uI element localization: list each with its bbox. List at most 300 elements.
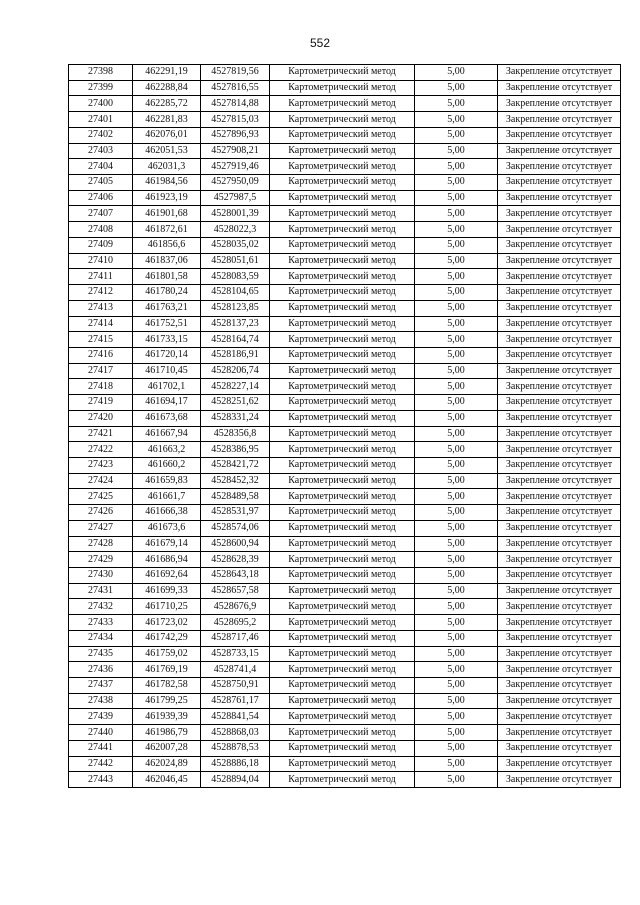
y-coordinate-cell: 4528356,8 [201, 426, 270, 442]
x-coordinate-cell: 461710,25 [133, 599, 201, 615]
method-cell: Картометрический метод [270, 379, 415, 395]
method-cell: Картометрический метод [270, 505, 415, 521]
x-coordinate-cell: 462007,28 [133, 740, 201, 756]
table-row [69, 630, 621, 646]
method-cell: Картометрический метод [270, 112, 415, 128]
x-coordinate-cell: 461799,25 [133, 693, 201, 709]
fixing-description-cell: Закрепление отсутствует [498, 772, 621, 788]
method-cell: Картометрический метод [270, 190, 415, 206]
y-coordinate-cell: 4528761,17 [201, 693, 270, 709]
y-coordinate-cell: 4528386,95 [201, 442, 270, 458]
x-coordinate-cell: 461699,33 [133, 583, 201, 599]
fixing-description-cell: Закрепление отсутствует [498, 363, 621, 379]
point-number-cell: 27439 [69, 709, 133, 725]
x-coordinate-cell: 461763,21 [133, 300, 201, 316]
accuracy-cell: 5,00 [415, 552, 498, 568]
y-coordinate-cell: 4528717,46 [201, 630, 270, 646]
fixing-description-cell: Закрепление отсутствует [498, 693, 621, 709]
y-coordinate-cell: 4528104,65 [201, 285, 270, 301]
y-coordinate-cell: 4528206,74 [201, 363, 270, 379]
y-coordinate-cell: 4528894,04 [201, 772, 270, 788]
accuracy-cell: 5,00 [415, 363, 498, 379]
method-cell: Картометрический метод [270, 316, 415, 332]
fixing-description-cell: Закрепление отсутствует [498, 269, 621, 285]
accuracy-cell: 5,00 [415, 190, 498, 206]
point-number-cell: 27421 [69, 426, 133, 442]
page-number: 552 [309, 36, 331, 50]
y-coordinate-cell: 4527950,09 [201, 175, 270, 191]
x-coordinate-cell: 461692,64 [133, 568, 201, 584]
table-row [69, 662, 621, 678]
accuracy-cell: 5,00 [415, 505, 498, 521]
accuracy-cell: 5,00 [415, 740, 498, 756]
accuracy-cell: 5,00 [415, 112, 498, 128]
point-number-cell: 27411 [69, 269, 133, 285]
table-row [69, 615, 621, 631]
fixing-description-cell: Закрепление отсутствует [498, 222, 621, 238]
y-coordinate-cell: 4528695,2 [201, 615, 270, 631]
y-coordinate-cell: 4528251,62 [201, 395, 270, 411]
x-coordinate-cell: 461872,61 [133, 222, 201, 238]
method-cell: Картометрический метод [270, 175, 415, 191]
point-number-cell: 27402 [69, 127, 133, 143]
accuracy-cell: 5,00 [415, 300, 498, 316]
fixing-description-cell: Закрепление отсутствует [498, 206, 621, 222]
method-cell: Картометрический метод [270, 206, 415, 222]
y-coordinate-cell: 4528489,58 [201, 489, 270, 505]
accuracy-cell: 5,00 [415, 127, 498, 143]
point-number-cell: 27414 [69, 316, 133, 332]
x-coordinate-cell: 461660,2 [133, 457, 201, 473]
x-coordinate-cell: 461984,56 [133, 175, 201, 191]
point-number-cell: 27433 [69, 615, 133, 631]
point-number-cell: 27442 [69, 756, 133, 772]
point-number-cell: 27408 [69, 222, 133, 238]
method-cell: Картометрический метод [270, 253, 415, 269]
y-coordinate-cell: 4527908,21 [201, 143, 270, 159]
fixing-description-cell: Закрепление отсутствует [498, 583, 621, 599]
y-coordinate-cell: 4528452,32 [201, 473, 270, 489]
y-coordinate-cell: 4528733,15 [201, 646, 270, 662]
table-row [69, 65, 621, 81]
y-coordinate-cell: 4528022,3 [201, 222, 270, 238]
x-coordinate-cell: 461923,19 [133, 190, 201, 206]
table-row [69, 442, 621, 458]
accuracy-cell: 5,00 [415, 489, 498, 505]
table-row [69, 772, 621, 788]
point-number-cell: 27413 [69, 300, 133, 316]
point-number-cell: 27423 [69, 457, 133, 473]
accuracy-cell: 5,00 [415, 568, 498, 584]
accuracy-cell: 5,00 [415, 222, 498, 238]
x-coordinate-cell: 462051,53 [133, 143, 201, 159]
table-row [69, 332, 621, 348]
table-row [69, 489, 621, 505]
method-cell: Картометрический метод [270, 630, 415, 646]
accuracy-cell: 5,00 [415, 442, 498, 458]
fixing-description-cell: Закрепление отсутствует [498, 568, 621, 584]
y-coordinate-cell: 4528186,91 [201, 347, 270, 363]
accuracy-cell: 5,00 [415, 253, 498, 269]
method-cell: Картометрический метод [270, 473, 415, 489]
method-cell: Картометрический метод [270, 96, 415, 112]
table-row [69, 127, 621, 143]
table-row [69, 253, 621, 269]
accuracy-cell: 5,00 [415, 159, 498, 175]
fixing-description-cell: Закрепление отсутствует [498, 175, 621, 191]
fixing-description-cell: Закрепление отсутствует [498, 520, 621, 536]
y-coordinate-cell: 4528331,24 [201, 410, 270, 426]
table-row [69, 80, 621, 96]
x-coordinate-cell: 461661,7 [133, 489, 201, 505]
table-row [69, 520, 621, 536]
fixing-description-cell: Закрепление отсутствует [498, 379, 621, 395]
fixing-description-cell: Закрепление отсутствует [498, 80, 621, 96]
point-number-cell: 27401 [69, 112, 133, 128]
table-row [69, 709, 621, 725]
y-coordinate-cell: 4528628,39 [201, 552, 270, 568]
method-cell: Картометрический метод [270, 740, 415, 756]
x-coordinate-cell: 461686,94 [133, 552, 201, 568]
x-coordinate-cell: 461780,24 [133, 285, 201, 301]
method-cell: Картометрический метод [270, 568, 415, 584]
table-row [69, 285, 621, 301]
point-number-cell: 27441 [69, 740, 133, 756]
accuracy-cell: 5,00 [415, 678, 498, 694]
table-row [69, 395, 621, 411]
table-row [69, 693, 621, 709]
fixing-description-cell: Закрепление отсутствует [498, 740, 621, 756]
point-number-cell: 27403 [69, 143, 133, 159]
fixing-description-cell: Закрепление отсутствует [498, 410, 621, 426]
x-coordinate-cell: 462281,83 [133, 112, 201, 128]
accuracy-cell: 5,00 [415, 143, 498, 159]
method-cell: Картометрический метод [270, 143, 415, 159]
point-number-cell: 27416 [69, 347, 133, 363]
fixing-description-cell: Закрепление отсутствует [498, 505, 621, 521]
method-cell: Картометрический метод [270, 489, 415, 505]
method-cell: Картометрический метод [270, 426, 415, 442]
table-row [69, 96, 621, 112]
method-cell: Картометрический метод [270, 615, 415, 631]
y-coordinate-cell: 4527919,46 [201, 159, 270, 175]
method-cell: Картометрический метод [270, 709, 415, 725]
fixing-description-cell: Закрепление отсутствует [498, 347, 621, 363]
accuracy-cell: 5,00 [415, 332, 498, 348]
point-number-cell: 27422 [69, 442, 133, 458]
x-coordinate-cell: 461673,6 [133, 520, 201, 536]
point-number-cell: 27437 [69, 678, 133, 694]
point-number-cell: 27406 [69, 190, 133, 206]
method-cell: Картометрический метод [270, 127, 415, 143]
fixing-description-cell: Закрепление отсутствует [498, 127, 621, 143]
point-number-cell: 27410 [69, 253, 133, 269]
x-coordinate-cell: 461702,1 [133, 379, 201, 395]
y-coordinate-cell: 4528676,9 [201, 599, 270, 615]
method-cell: Картометрический метод [270, 80, 415, 96]
y-coordinate-cell: 4528750,91 [201, 678, 270, 694]
fixing-description-cell: Закрепление отсутствует [498, 300, 621, 316]
fixing-description-cell: Закрепление отсутствует [498, 552, 621, 568]
method-cell: Картометрический метод [270, 725, 415, 741]
x-coordinate-cell: 462046,45 [133, 772, 201, 788]
table-row [69, 175, 621, 191]
table-row [69, 599, 621, 615]
x-coordinate-cell: 461782,58 [133, 678, 201, 694]
y-coordinate-cell: 4528878,53 [201, 740, 270, 756]
point-number-cell: 27435 [69, 646, 133, 662]
y-coordinate-cell: 4528657,58 [201, 583, 270, 599]
table-row [69, 143, 621, 159]
method-cell: Картометрический метод [270, 772, 415, 788]
x-coordinate-cell: 461720,14 [133, 347, 201, 363]
method-cell: Картометрический метод [270, 599, 415, 615]
x-coordinate-cell: 461679,14 [133, 536, 201, 552]
x-coordinate-cell: 461659,83 [133, 473, 201, 489]
method-cell: Картометрический метод [270, 222, 415, 238]
fixing-description-cell: Закрепление отсутствует [498, 285, 621, 301]
fixing-description-cell: Закрепление отсутствует [498, 630, 621, 646]
fixing-description-cell: Закрепление отсутствует [498, 442, 621, 458]
accuracy-cell: 5,00 [415, 237, 498, 253]
fixing-description-cell: Закрепление отсутствует [498, 473, 621, 489]
accuracy-cell: 5,00 [415, 583, 498, 599]
accuracy-cell: 5,00 [415, 269, 498, 285]
x-coordinate-cell: 461673,68 [133, 410, 201, 426]
table-row [69, 740, 621, 756]
table-row [69, 473, 621, 489]
method-cell: Картометрический метод [270, 363, 415, 379]
table-row [69, 426, 621, 442]
method-cell: Картометрический метод [270, 159, 415, 175]
table-row [69, 457, 621, 473]
accuracy-cell: 5,00 [415, 175, 498, 191]
point-number-cell: 27427 [69, 520, 133, 536]
y-coordinate-cell: 4528643,18 [201, 568, 270, 584]
method-cell: Картометрический метод [270, 756, 415, 772]
point-number-cell: 27430 [69, 568, 133, 584]
x-coordinate-cell: 461901,68 [133, 206, 201, 222]
method-cell: Картометрический метод [270, 646, 415, 662]
y-coordinate-cell: 4528841,54 [201, 709, 270, 725]
accuracy-cell: 5,00 [415, 772, 498, 788]
fixing-description-cell: Закрепление отсутствует [498, 599, 621, 615]
y-coordinate-cell: 4528531,97 [201, 505, 270, 521]
x-coordinate-cell: 461837,06 [133, 253, 201, 269]
x-coordinate-cell: 461663,2 [133, 442, 201, 458]
accuracy-cell: 5,00 [415, 520, 498, 536]
y-coordinate-cell: 4528868,03 [201, 725, 270, 741]
x-coordinate-cell: 462288,84 [133, 80, 201, 96]
table-row [69, 269, 621, 285]
table-row [69, 363, 621, 379]
table-row [69, 678, 621, 694]
method-cell: Картометрический метод [270, 457, 415, 473]
table-row [69, 583, 621, 599]
fixing-description-cell: Закрепление отсутствует [498, 678, 621, 694]
fixing-description-cell: Закрепление отсутствует [498, 457, 621, 473]
table-row [69, 756, 621, 772]
accuracy-cell: 5,00 [415, 473, 498, 489]
y-coordinate-cell: 4527987,5 [201, 190, 270, 206]
fixing-description-cell: Закрепление отсутствует [498, 395, 621, 411]
point-number-cell: 27415 [69, 332, 133, 348]
fixing-description-cell: Закрепление отсутствует [498, 662, 621, 678]
coordinates-table [68, 64, 621, 788]
accuracy-cell: 5,00 [415, 536, 498, 552]
point-number-cell: 27431 [69, 583, 133, 599]
y-coordinate-cell: 4528051,61 [201, 253, 270, 269]
point-number-cell: 27404 [69, 159, 133, 175]
accuracy-cell: 5,00 [415, 426, 498, 442]
y-coordinate-cell: 4527816,55 [201, 80, 270, 96]
x-coordinate-cell: 461694,17 [133, 395, 201, 411]
method-cell: Картометрический метод [270, 693, 415, 709]
fixing-description-cell: Закрепление отсутствует [498, 96, 621, 112]
table-row [69, 568, 621, 584]
table-row [69, 206, 621, 222]
y-coordinate-cell: 4527815,03 [201, 112, 270, 128]
fixing-description-cell: Закрепление отсутствует [498, 536, 621, 552]
point-number-cell: 27405 [69, 175, 133, 191]
accuracy-cell: 5,00 [415, 316, 498, 332]
y-coordinate-cell: 4528600,94 [201, 536, 270, 552]
point-number-cell: 27418 [69, 379, 133, 395]
accuracy-cell: 5,00 [415, 693, 498, 709]
accuracy-cell: 5,00 [415, 725, 498, 741]
fixing-description-cell: Закрепление отсутствует [498, 253, 621, 269]
fixing-description-cell: Закрепление отсутствует [498, 646, 621, 662]
method-cell: Картометрический метод [270, 442, 415, 458]
y-coordinate-cell: 4528123,85 [201, 300, 270, 316]
y-coordinate-cell: 4528886,18 [201, 756, 270, 772]
fixing-description-cell: Закрепление отсутствует [498, 615, 621, 631]
method-cell: Картометрический метод [270, 536, 415, 552]
table-row [69, 646, 621, 662]
point-number-cell: 27407 [69, 206, 133, 222]
accuracy-cell: 5,00 [415, 599, 498, 615]
point-number-cell: 27443 [69, 772, 133, 788]
point-number-cell: 27424 [69, 473, 133, 489]
x-coordinate-cell: 462076,01 [133, 127, 201, 143]
x-coordinate-cell: 462031,3 [133, 159, 201, 175]
y-coordinate-cell: 4528001,39 [201, 206, 270, 222]
method-cell: Картометрический метод [270, 552, 415, 568]
x-coordinate-cell: 462285,72 [133, 96, 201, 112]
accuracy-cell: 5,00 [415, 662, 498, 678]
accuracy-cell: 5,00 [415, 756, 498, 772]
fixing-description-cell: Закрепление отсутствует [498, 190, 621, 206]
fixing-description-cell: Закрепление отсутствует [498, 237, 621, 253]
x-coordinate-cell: 461733,15 [133, 332, 201, 348]
accuracy-cell: 5,00 [415, 646, 498, 662]
accuracy-cell: 5,00 [415, 630, 498, 646]
accuracy-cell: 5,00 [415, 80, 498, 96]
table-row [69, 159, 621, 175]
accuracy-cell: 5,00 [415, 347, 498, 363]
point-number-cell: 27412 [69, 285, 133, 301]
point-number-cell: 27429 [69, 552, 133, 568]
fixing-description-cell: Закрепление отсутствует [498, 316, 621, 332]
table-row [69, 505, 621, 521]
method-cell: Картометрический метод [270, 583, 415, 599]
x-coordinate-cell: 461939,39 [133, 709, 201, 725]
x-coordinate-cell: 462291,19 [133, 65, 201, 81]
point-number-cell: 27428 [69, 536, 133, 552]
accuracy-cell: 5,00 [415, 410, 498, 426]
method-cell: Картометрический метод [270, 410, 415, 426]
method-cell: Картометрический метод [270, 285, 415, 301]
table-row [69, 237, 621, 253]
table-row [69, 316, 621, 332]
y-coordinate-cell: 4528083,59 [201, 269, 270, 285]
method-cell: Картометрический метод [270, 347, 415, 363]
point-number-cell: 27399 [69, 80, 133, 96]
x-coordinate-cell: 461856,6 [133, 237, 201, 253]
point-number-cell: 27417 [69, 363, 133, 379]
accuracy-cell: 5,00 [415, 285, 498, 301]
x-coordinate-cell: 461759,02 [133, 646, 201, 662]
point-number-cell: 27419 [69, 395, 133, 411]
y-coordinate-cell: 4528421,72 [201, 457, 270, 473]
accuracy-cell: 5,00 [415, 615, 498, 631]
y-coordinate-cell: 4527896,93 [201, 127, 270, 143]
coordinates-table-body [69, 65, 621, 788]
x-coordinate-cell: 462024,89 [133, 756, 201, 772]
point-number-cell: 27425 [69, 489, 133, 505]
table-row [69, 222, 621, 238]
x-coordinate-cell: 461801,58 [133, 269, 201, 285]
fixing-description-cell: Закрепление отсутствует [498, 112, 621, 128]
point-number-cell: 27438 [69, 693, 133, 709]
table-row [69, 379, 621, 395]
fixing-description-cell: Закрепление отсутствует [498, 332, 621, 348]
fixing-description-cell: Закрепление отсутствует [498, 725, 621, 741]
table-row [69, 347, 621, 363]
table-row [69, 536, 621, 552]
method-cell: Картометрический метод [270, 395, 415, 411]
x-coordinate-cell: 461769,19 [133, 662, 201, 678]
accuracy-cell: 5,00 [415, 395, 498, 411]
method-cell: Картометрический метод [270, 65, 415, 81]
y-coordinate-cell: 4528741,4 [201, 662, 270, 678]
fixing-description-cell: Закрепление отсутствует [498, 159, 621, 175]
point-number-cell: 27440 [69, 725, 133, 741]
accuracy-cell: 5,00 [415, 206, 498, 222]
fixing-description-cell: Закрепление отсутствует [498, 426, 621, 442]
y-coordinate-cell: 4528227,14 [201, 379, 270, 395]
accuracy-cell: 5,00 [415, 65, 498, 81]
y-coordinate-cell: 4528035,02 [201, 237, 270, 253]
x-coordinate-cell: 461667,94 [133, 426, 201, 442]
table-row [69, 410, 621, 426]
accuracy-cell: 5,00 [415, 457, 498, 473]
point-number-cell: 27432 [69, 599, 133, 615]
accuracy-cell: 5,00 [415, 709, 498, 725]
x-coordinate-cell: 461666,38 [133, 505, 201, 521]
table-row [69, 552, 621, 568]
table-row [69, 300, 621, 316]
point-number-cell: 27420 [69, 410, 133, 426]
x-coordinate-cell: 461986,79 [133, 725, 201, 741]
method-cell: Картометрический метод [270, 332, 415, 348]
method-cell: Картометрический метод [270, 300, 415, 316]
table-row [69, 112, 621, 128]
x-coordinate-cell: 461742,29 [133, 630, 201, 646]
fixing-description-cell: Закрепление отсутствует [498, 143, 621, 159]
table-row [69, 725, 621, 741]
point-number-cell: 27400 [69, 96, 133, 112]
